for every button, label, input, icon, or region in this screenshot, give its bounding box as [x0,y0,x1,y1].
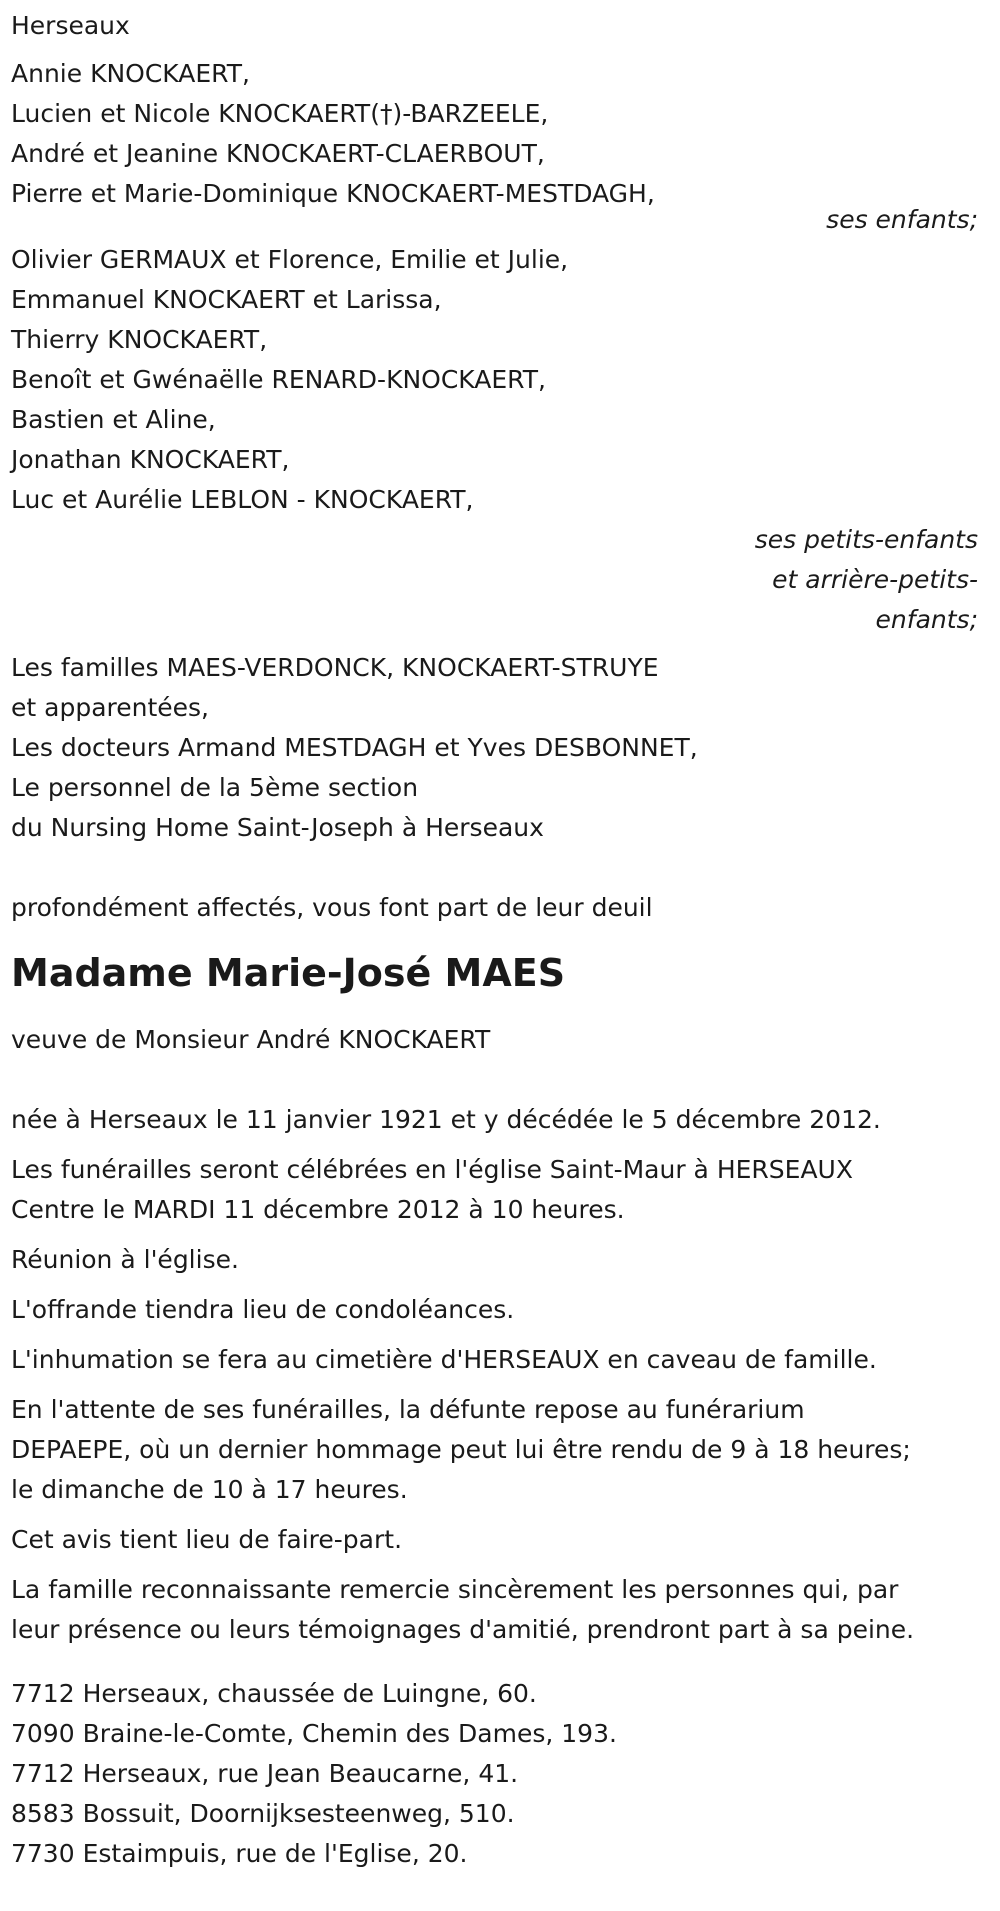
grandchild-line: Luc et Aurélie LEBLON - KNOCKAERT, [11,485,474,514]
paragraph-line: En l'attente de ses funérailles, la défunte repose au funérarium [11,1395,805,1424]
grandchild-line: Emmanuel KNOCKAERT et Larissa, [11,285,442,314]
paragraph-line: le dimanche de 10 à 17 heures. [11,1475,408,1504]
child-line: Pierre et Marie-Dominique KNOCKAERT-MESTDAGH, [11,179,655,208]
location-header: Herseaux [11,11,130,40]
paragraph-line: Les funérailles seront célébrées en l'église Saint-Maur à HERSEAUX [11,1155,853,1184]
meeting-paragraph [11,1240,988,1280]
other-line: du Nursing Home Saint-Joseph à Herseaux [11,813,544,842]
paragraph-line: L'inhumation se fera au cimetière d'HERSEAUX en caveau de famille. [11,1345,877,1374]
children-block [11,54,988,240]
children-role: ses enfants; [826,205,978,234]
other-line: Le personnel de la 5ème section [11,773,419,802]
grandchildren-block [11,240,988,640]
deceased-name: Madame Marie-José MAES [11,951,566,995]
thanks-paragraph [11,1570,988,1650]
widow-of: veuve de Monsieur André KNOCKAERT [11,1025,491,1054]
other-line: Les docteurs Armand MESTDAGH et Yves DESBONNET, [11,733,698,762]
other-line: et apparentées, [11,693,209,722]
rest-paragraph [11,1390,988,1510]
child-line: André et Jeanine KNOCKAERT-CLAERBOUT, [11,139,545,168]
grandchild-line: Jonathan KNOCKAERT, [11,445,290,474]
address-line: 7712 Herseaux, chaussée de Luingne, 60. [11,1679,537,1708]
grandchild-line: Olivier GERMAUX et Florence, Emilie et Julie, [11,245,569,274]
offering-paragraph [11,1290,988,1330]
paragraph-line: Cet avis tient lieu de faire-part. [11,1525,403,1554]
others-block [11,648,988,848]
burial-paragraph [11,1340,988,1380]
address-line: 7712 Herseaux, rue Jean Beaucarne, 41. [11,1759,519,1788]
grandchildren-role: et arrière-petits- [772,565,978,594]
paragraph-line: Centre le MARDI 11 décembre 2012 à 10 heures. [11,1195,625,1224]
notice-paragraph [11,1520,988,1560]
funeral-paragraph [11,1150,988,1230]
grandchildren-role: ses petits-enfants [754,525,978,554]
paragraph-line: DEPAEPE, où un dernier hommage peut lui être rendu de 9 à 18 heures; [11,1435,911,1464]
other-line: Les familles MAES-VERDONCK, KNOCKAERT-STRUYE [11,653,659,682]
address-line: 7730 Estaimpuis, rue de l'Eglise, 20. [11,1839,468,1868]
born-died [11,1100,988,1140]
address-line: 7090 Braine-le-Comte, Chemin des Dames, 193. [11,1719,617,1748]
grandchild-line: Bastien et Aline, [11,405,216,434]
paragraph-line: Réunion à l'église. [11,1245,239,1274]
grandchild-line: Benoît et Gwénaëlle RENARD-KNOCKAERT, [11,365,546,394]
addresses-block [11,1674,988,1874]
announcement: profondément affectés, vous font part de leur deuil [11,893,653,922]
paragraph-line: L'offrande tiendra lieu de condoléances. [11,1295,515,1324]
born-died-text: née à Herseaux le 11 janvier 1921 et y décédée le 5 décembre 2012. [11,1105,881,1134]
paragraph-line: leur présence ou leurs témoignages d'amitié, prendront part à sa peine. [11,1615,915,1644]
child-line: Annie KNOCKAERT, [11,59,250,88]
paragraph-line: La famille reconnaissante remercie sincèrement les personnes qui, par [11,1575,899,1604]
grandchild-line: Thierry KNOCKAERT, [11,325,268,354]
grandchildren-role: enfants; [875,605,978,634]
address-line: 8583 Bossuit, Doornijksesteenweg, 510. [11,1799,515,1828]
child-line: Lucien et Nicole KNOCKAERT(†)-BARZEELE, [11,99,549,128]
